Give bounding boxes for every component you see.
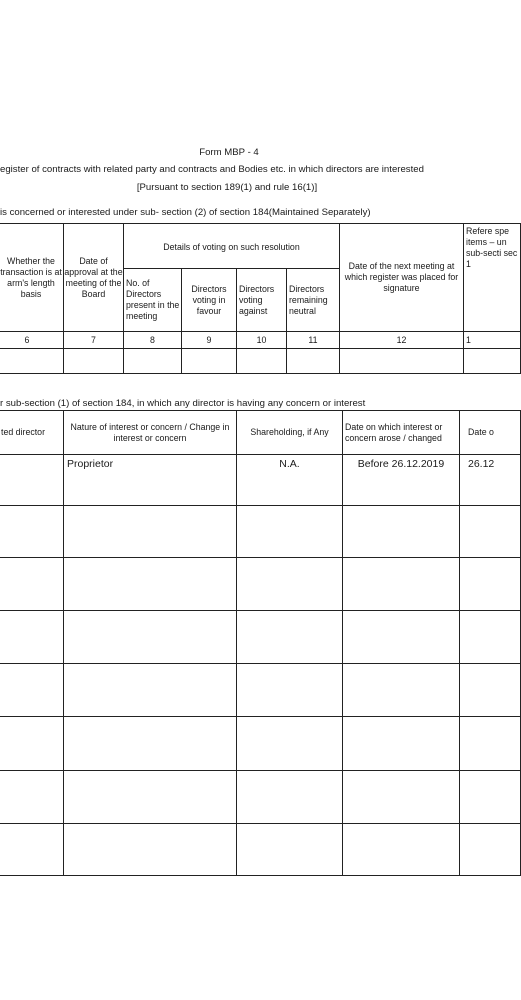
table-row xyxy=(0,611,521,664)
header-directors-present: No. of Directors present in the meeting xyxy=(124,269,182,332)
column-number: 1 xyxy=(464,332,521,349)
column-number: 10 xyxy=(237,332,287,349)
header-approval-date: Date of approval at the meeting of the Board xyxy=(64,224,124,332)
header-voting-favour: Directors voting in favour xyxy=(182,269,237,332)
header-voting-details: Details of voting on such resolution xyxy=(124,224,340,269)
form-subtitle: egister of contracts with related party and contracts and Bodies etc. in which directors are interested xyxy=(0,164,424,175)
cell-date-truncated: 26.12 xyxy=(460,455,521,506)
column-number: 12 xyxy=(340,332,464,349)
header-nature: Nature of interest or concern / Change in interest or concern xyxy=(64,411,237,455)
column-number: 7 xyxy=(64,332,124,349)
header-arms-length: Whether the transaction is at arm's length basis xyxy=(0,224,64,332)
cell-date-arose: Before 26.12.2019 xyxy=(343,455,460,506)
header-remaining-neutral: Directors remaining neutral xyxy=(287,269,340,332)
column-number: 9 xyxy=(182,332,237,349)
table-row xyxy=(0,455,521,506)
header-date-truncated: Date o xyxy=(460,411,521,455)
header-shareholding: Shareholding, if Any xyxy=(237,411,343,455)
form-title: Form MBP - 4 xyxy=(199,147,259,158)
cell-nature: Proprietor xyxy=(64,455,237,506)
header-reference: Refere spe items – un sub-secti sec 1 xyxy=(464,224,521,332)
cell-shareholding: N.A. xyxy=(237,455,343,506)
cell-director xyxy=(0,455,64,506)
interest-register-table xyxy=(0,410,521,876)
section2-heading: r sub-section (1) of section 184, in which any director is having any concern or interest xyxy=(0,398,366,409)
table-row xyxy=(0,771,521,824)
header-director: ted director xyxy=(0,411,64,455)
header-voting-against: Directors voting against xyxy=(237,269,287,332)
table-row xyxy=(0,558,521,611)
column-number: 8 xyxy=(124,332,182,349)
table-row xyxy=(0,506,521,558)
table-row xyxy=(0,717,521,771)
column-number: 6 xyxy=(0,332,64,349)
header-next-meeting: Date of the next meeting at which register was placed for signature xyxy=(340,224,464,332)
column-number: 11 xyxy=(287,332,340,349)
table-row xyxy=(0,664,521,717)
section1-heading: is concerned or interested under sub- section (2) of section 184(Maintained Separately) xyxy=(0,207,371,218)
header-date-arose: Date on which interest or concern arose / changed xyxy=(343,411,460,455)
table-row xyxy=(0,349,521,374)
voting-register-table xyxy=(0,223,521,374)
table-row xyxy=(0,824,521,876)
pursuant-line: [Pursuant to section 189(1) and rule 16(1)] xyxy=(136,182,318,193)
